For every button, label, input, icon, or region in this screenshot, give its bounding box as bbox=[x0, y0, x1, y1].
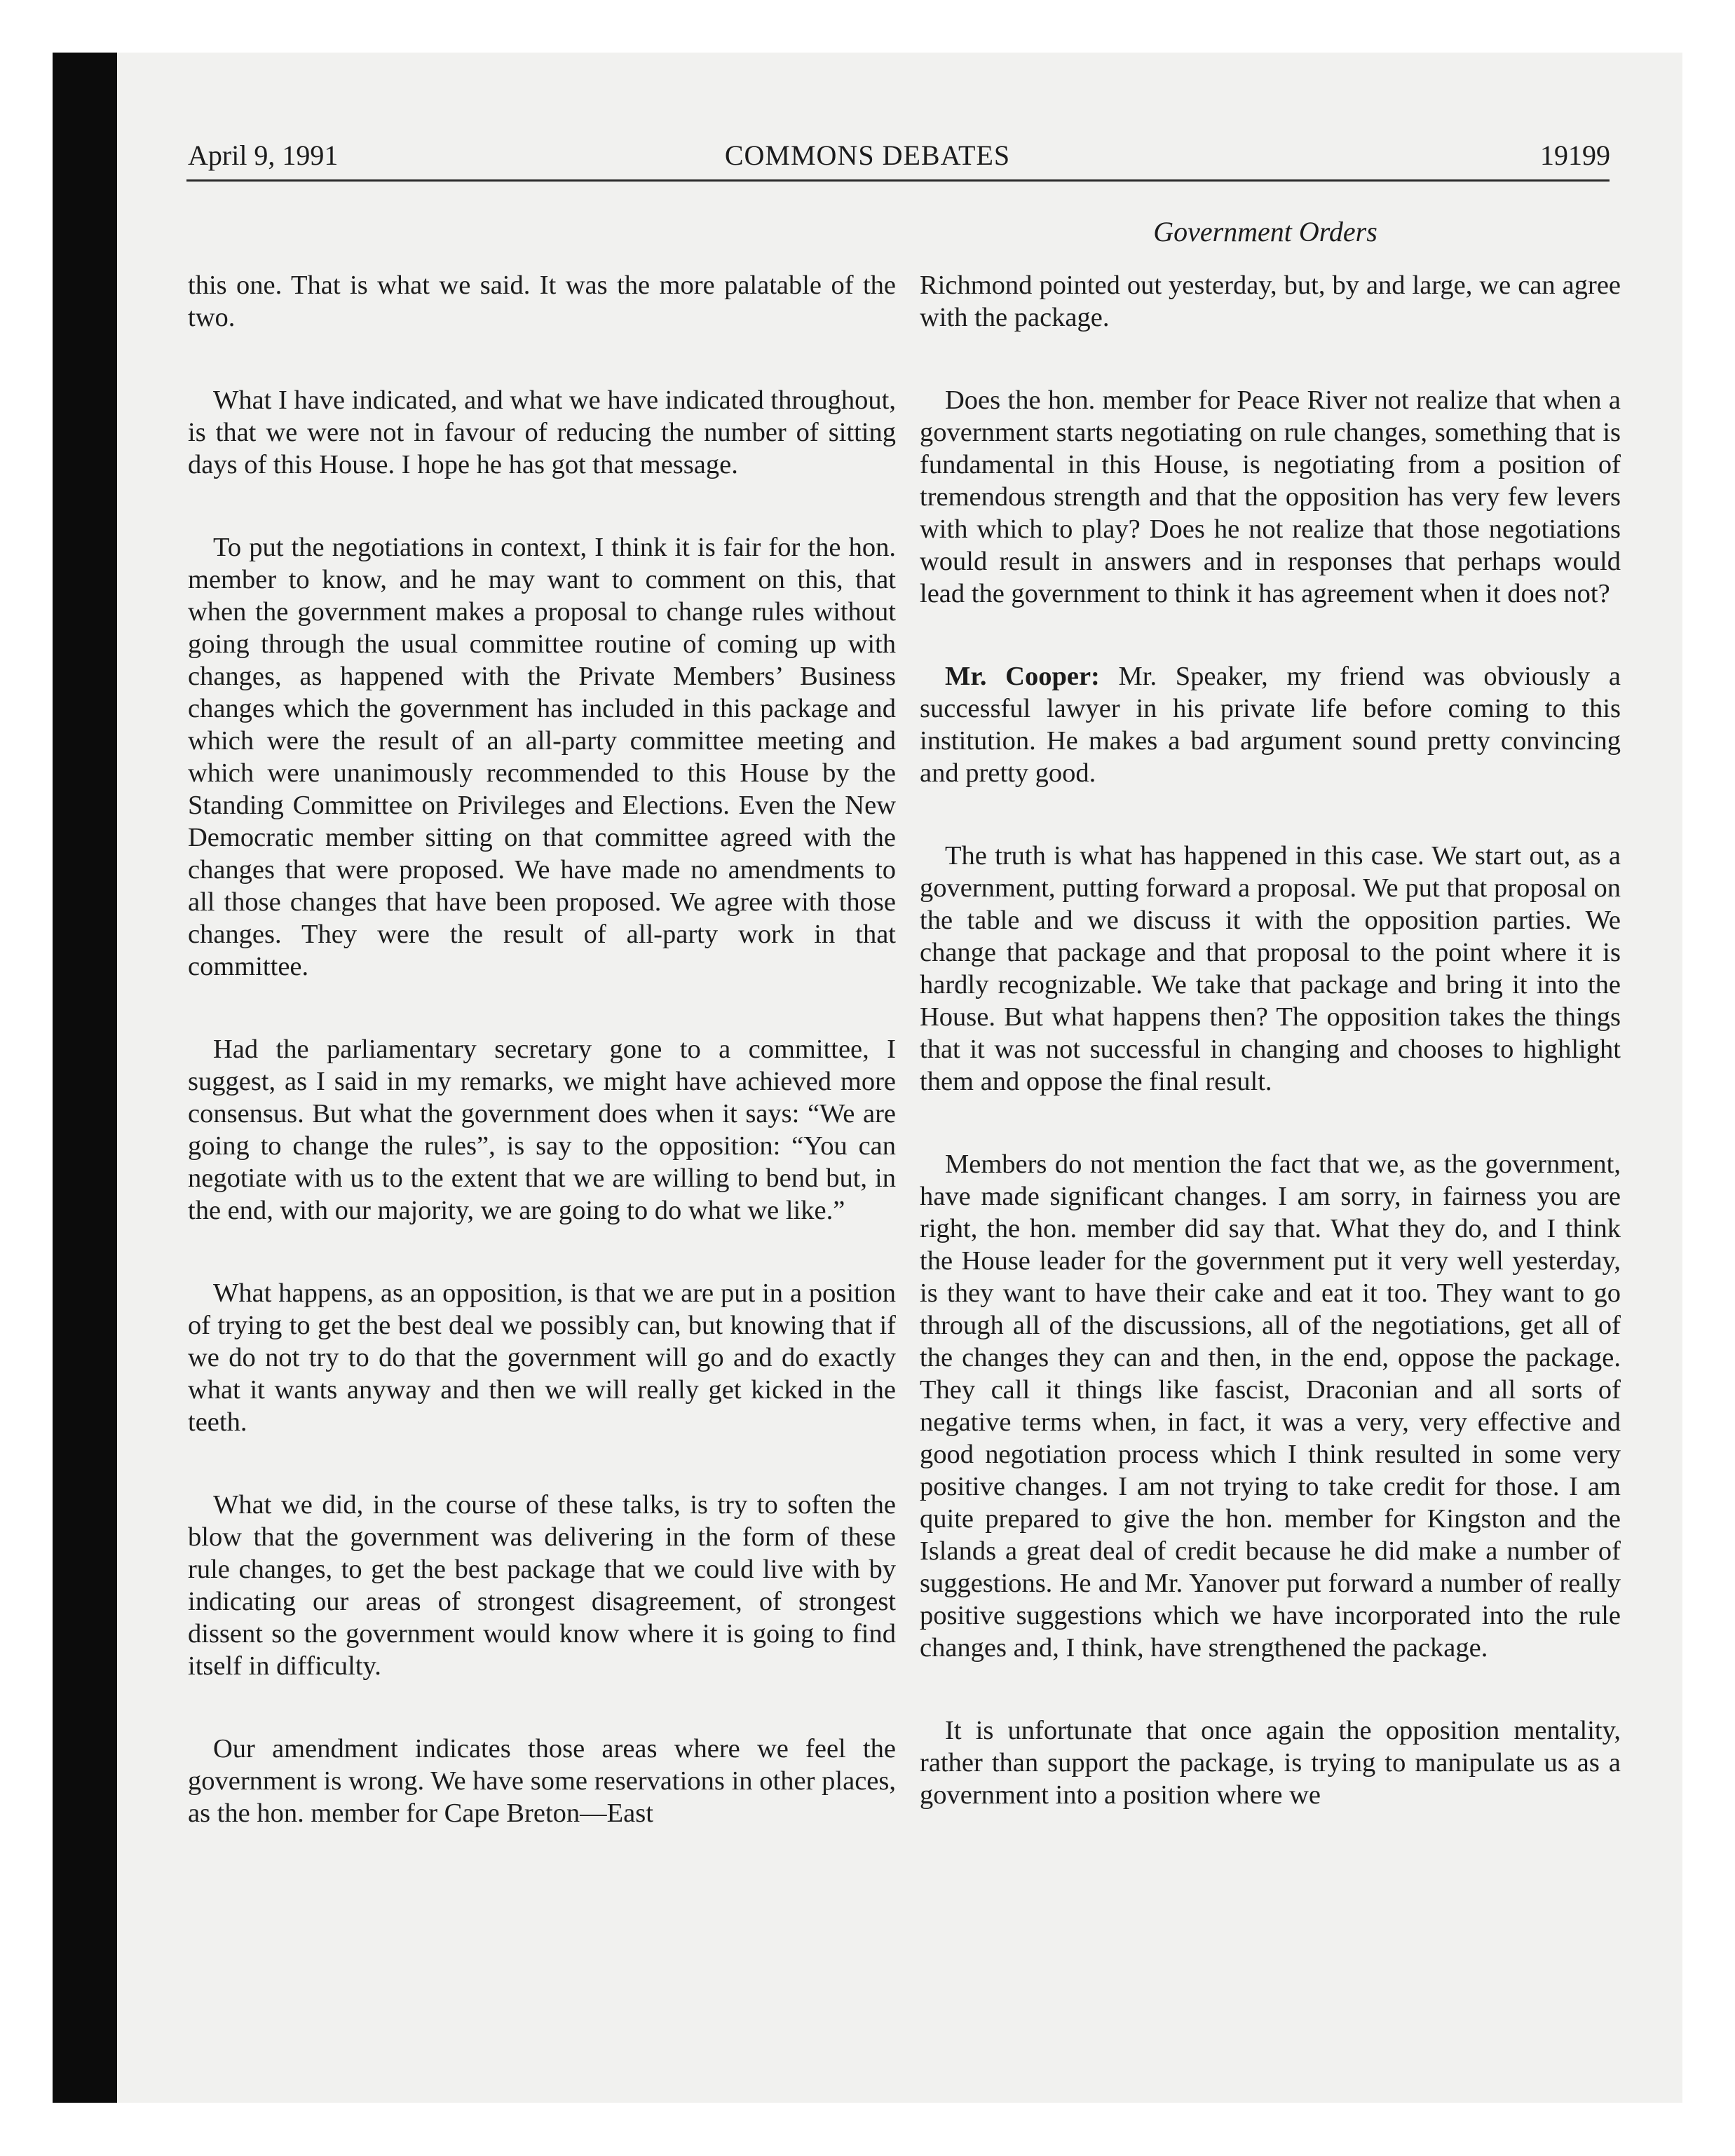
paragraph: What I have indicated, and what we have indicated throughout, is that we were not in favour of reducing the number of sitting days of this House. I hope he has got that message. bbox=[188, 386, 896, 479]
paragraph: this one. That is what we said. It was the more palatable of the two. bbox=[188, 271, 896, 332]
left-column bbox=[188, 269, 896, 1880]
paragraph: Does the hon. member for Peace River not realize that when a government starts negotiating on rule changes, something that is fundamental in this House, is negotiating from a position of tremendous strength and that the opposition has very few levers with which to play? Does he not realize that those negotiations would result in answers and in responses that perhaps would lead the government to think it has agreement when it does not? bbox=[920, 386, 1621, 608]
speech-text: Mr. Speaker, my friend was obviously a successful lawyer in his private life before coming to this institution. He makes a bad argument sound pretty convincing and pretty good. bbox=[920, 662, 1621, 788]
paragraph: The truth is what has happened in this case. We start out, as a government, putting forward a proposal. We put that proposal on the table and we discuss it with the opposition parties. We change that package and that proposal to the point where it is hardly recognizable. We take that package and bring it into the House. But what happens then? The opposition takes the things that it was not successful in changing and chooses to highlight them and oppose the final result. bbox=[920, 841, 1621, 1096]
paragraph: Our amendment indicates those areas where we feel the government is wrong. We have some reservations in other places, as the hon. member for Cape Breton—East bbox=[188, 1734, 896, 1828]
paragraph: Members do not mention the fact that we, as the government, have made significant changes. I am sorry, in fairness you are right, the hon. member did say that. What they do, and I think the House leader for the government put it very well yesterday, is they want to have their cake and eat it too. They want to go through all of the discussions, all of the negotiations, get all of the changes they can and then, in the end, oppose the package. They call it things like fascist, Draconian and all sorts of negative terms when, in fact, it was a very, very effective and good negotiation process which I think resulted in some very positive changes. I am not trying to take credit for those. I am quite prepared to give the hon. member for Kingston and the Islands a great deal of credit because he did make a number of suggestions. He and Mr. Yanover put forward a number of really positive suggestions which we have incorporated into the rule changes and, I think, have strengthened the package. bbox=[920, 1149, 1621, 1663]
right-column bbox=[920, 269, 1621, 1862]
speech-paragraph bbox=[920, 660, 1621, 789]
paragraph: To put the negotiations in context, I think it is fair for the hon. member to know, and he may want to comment on this, that when the government makes a proposal to change rules without going through the usual committee routine of coming up with changes, as happened with the Private Members’ Business changes which the government has included in this package and which were the result of an all-party committee meeting and which were unanimously recommended to this House by the Standing Committee on Privileges and Elections. Even the New Democratic member sitting on that committee agreed with the changes that were proposed. We have made no amendments to all those changes that have been proposed. We agree with those changes. They were the result of all-party work in that committee. bbox=[188, 533, 896, 981]
header-rule bbox=[186, 179, 1610, 182]
paragraph: Had the parliamentary secretary gone to a committee, I suggest, as I said in my remarks, we might have achieved more consensus. But what the government does when it says: “We are going to change the rules”, is say to the opposition: “You can negotiate with us to the extent that we are willing to bend but, in the end, with our majority, we are going to do what we like.” bbox=[188, 1035, 896, 1225]
header-date: April 9, 1991 bbox=[188, 139, 339, 171]
paragraph: It is unfortunate that once again the opposition mentality, rather than support the package, is trying to manipulate us as a government into a position where we bbox=[920, 1716, 1621, 1810]
scan-edge-shadow bbox=[53, 53, 117, 2103]
paragraph: Richmond pointed out yesterday, but, by and large, we can agree with the package. bbox=[920, 271, 1621, 332]
header-title: COMMONS DEBATES bbox=[724, 139, 1011, 171]
section-heading: Government Orders bbox=[1153, 216, 1377, 247]
paragraph: What we did, in the course of these talks, is try to soften the blow that the government was delivering in the form of these rule changes, to get the best package that we could live with by indicating our areas of strongest disagreement, of strongest dissent so the government would know where it is going to find itself in difficulty. bbox=[188, 1490, 896, 1681]
header-page-number: 19199 bbox=[1540, 139, 1610, 171]
speaker-name: Mr. Cooper: bbox=[945, 662, 1100, 691]
paragraph: What happens, as an opposition, is that we are put in a position of trying to get the best deal we possibly can, but knowing that if we do not try to do that the government will go and do exactly what it wants anyway and then we will really get kicked in the teeth. bbox=[188, 1278, 896, 1437]
